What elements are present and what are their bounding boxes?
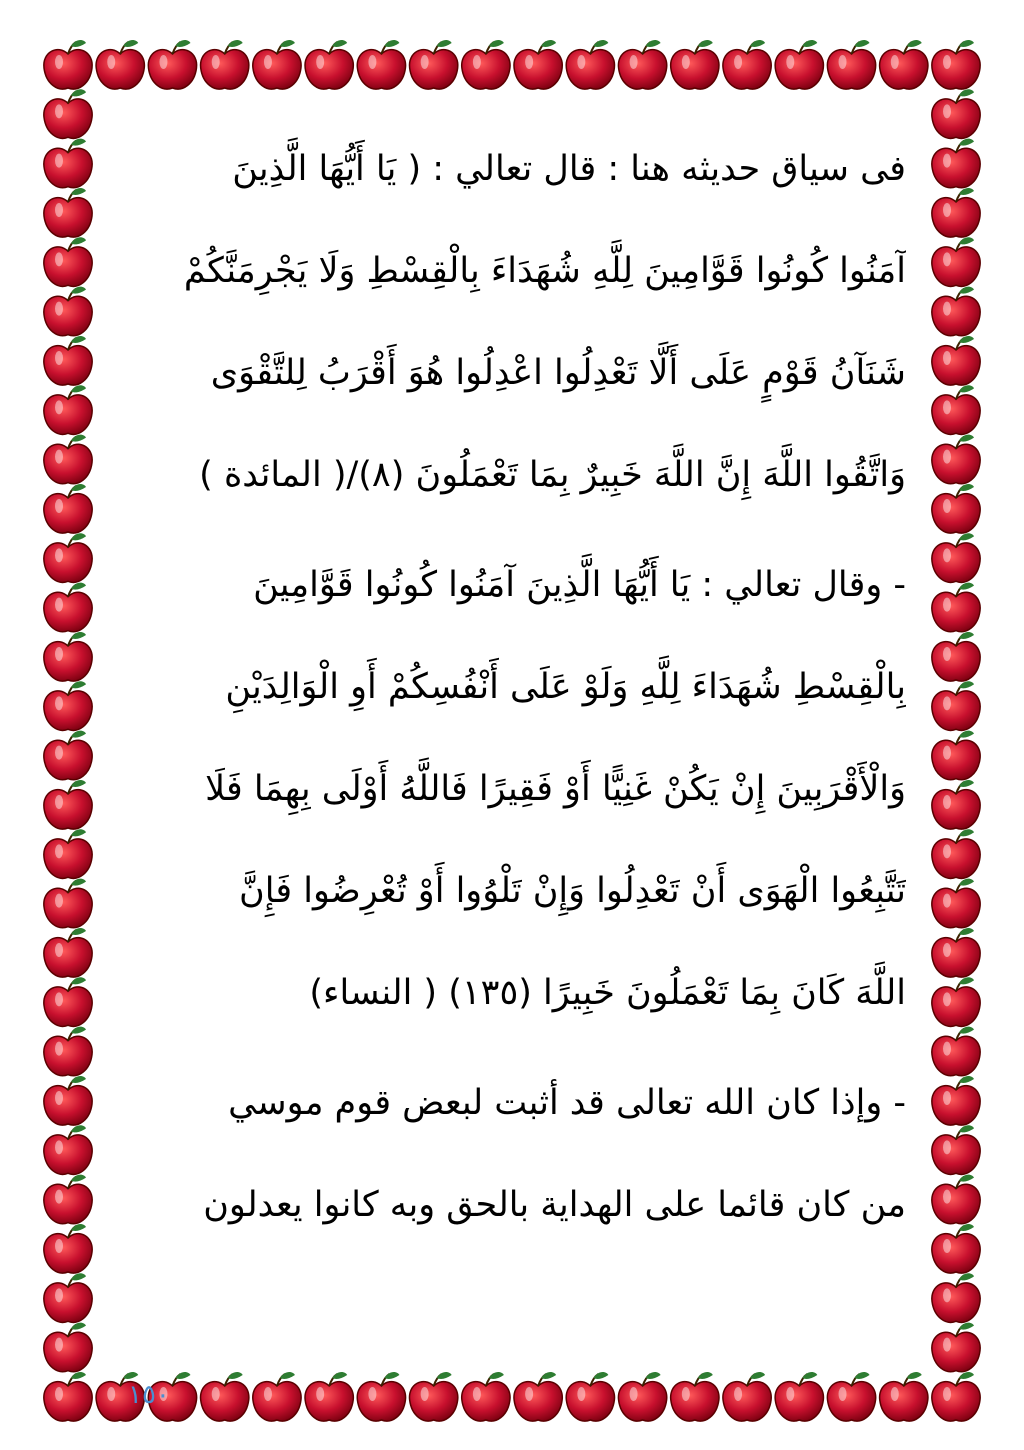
red-apple-icon [932,385,980,434]
red-apple-icon [44,139,92,188]
red-apple-icon [880,40,928,89]
red-apple-icon [566,40,614,89]
red-apple-icon [305,1372,353,1421]
red-apple-icon [44,879,92,928]
red-apple-icon [566,1372,614,1421]
red-apple-icon [44,188,92,237]
text-line: فى سياق حديثه هنا : قال تعالي : ( يَا أَيُّهَا الَّذِينَ [232,149,906,189]
page-number: ١٥٠ [128,1380,170,1410]
paragraph-2 [118,534,906,1044]
red-apple-icon [775,1372,823,1421]
red-apple-icon [618,1372,666,1421]
red-apple-icon [514,1372,562,1421]
text-line: آمَنُوا كُونُوا قَوَّامِينَ لِلَّهِ شُهَدَاءَ بِالْقِسْطِ وَلَا يَجْرِمَنَّكُمْ [183,251,906,291]
red-apple-icon [44,1076,92,1125]
red-apple-icon [723,1372,771,1421]
red-apple-icon [932,1372,980,1421]
red-apple-icon [253,40,301,89]
red-apple-icon [44,731,92,780]
paragraph-1 [118,118,906,526]
red-apple-icon [409,1372,457,1421]
red-apple-icon [409,40,457,89]
red-apple-icon [932,1273,980,1322]
text-line: وَاتَّقُوا اللَّهَ إِنَّ اللَّهَ خَبِيرٌ بِمَا تَعْمَلُونَ (٨)/( المائدة ) [199,455,906,495]
page-text-block [118,118,906,1353]
red-apple-icon [44,1323,92,1372]
red-apple-icon [44,977,92,1026]
red-apple-icon [44,1372,92,1421]
red-apple-icon [932,89,980,138]
red-apple-icon [44,237,92,286]
red-apple-icon [932,583,980,632]
red-apple-icon [44,1224,92,1273]
red-apple-icon [932,681,980,730]
red-apple-icon [44,780,92,829]
text-line: اللَّهَ كَانَ بِمَا تَعْمَلُونَ خَبِيرًا (١٣٥) ( النساء) [309,973,906,1013]
red-apple-icon [44,89,92,138]
red-apple-icon [932,879,980,928]
red-apple-icon [827,1372,875,1421]
red-apple-icon [671,1372,719,1421]
red-apple-icon [44,287,92,336]
red-apple-icon [44,40,92,89]
red-apple-icon [932,977,980,1026]
red-apple-icon [827,40,875,89]
red-apple-icon [932,1224,980,1273]
red-apple-icon [932,484,980,533]
red-apple-icon [44,1027,92,1076]
red-apple-icon [618,40,666,89]
red-apple-icon [357,40,405,89]
red-apple-icon [671,40,719,89]
red-apple-icon [932,1027,980,1076]
text-line: - وإذا كان الله تعالى قد أثبت لبعض قوم موسي [228,1083,906,1123]
red-apple-icon [201,1372,249,1421]
red-apple-icon [44,632,92,681]
red-apple-icon [96,40,144,89]
red-apple-icon [932,188,980,237]
red-apple-icon [932,780,980,829]
red-apple-icon [932,1323,980,1372]
text-line: وَالْأَقْرَبِينَ إِنْ يَكُنْ غَنِيًّا أَوْ فَقِيرًا فَاللَّهُ أَوْلَى بِهِمَا فَلَا [205,769,906,809]
red-apple-icon [932,731,980,780]
red-apple-icon [44,385,92,434]
red-apple-icon [932,237,980,286]
red-apple-icon [932,336,980,385]
red-apple-icon [44,829,92,878]
red-apple-icon [462,40,510,89]
red-apple-icon [932,533,980,582]
text-line: تَتَّبِعُوا الْهَوَى أَنْ تَعْدِلُوا وَإِنْ تَلْوُوا أَوْ تُعْرِضُوا فَإِنَّ [239,871,906,911]
red-apple-icon [880,1372,928,1421]
text-line: من كان قائما على الهداية بالحق وبه كانوا يعدلون [203,1185,906,1225]
red-apple-icon [44,583,92,632]
red-apple-icon [44,484,92,533]
red-apple-icon [932,287,980,336]
red-apple-icon [932,928,980,977]
red-apple-icon [932,139,980,188]
red-apple-icon [723,40,771,89]
red-apple-icon [514,40,562,89]
red-apple-icon [932,1076,980,1125]
red-apple-icon [44,435,92,484]
red-apple-icon [253,1372,301,1421]
red-apple-icon [44,533,92,582]
paragraph-3 [118,1052,906,1256]
red-apple-icon [932,632,980,681]
red-apple-icon [44,1125,92,1174]
red-apple-icon [775,40,823,89]
red-apple-icon [305,40,353,89]
red-apple-icon [148,40,196,89]
red-apple-icon [44,1175,92,1224]
red-apple-icon [932,40,980,89]
red-apple-icon [44,928,92,977]
red-apple-icon [462,1372,510,1421]
text-line: شَنَآنُ قَوْمٍ عَلَى أَلَّا تَعْدِلُوا اعْدِلُوا هُوَ أَقْرَبُ لِلتَّقْوَى [210,353,906,393]
red-apple-icon [44,336,92,385]
red-apple-icon [932,829,980,878]
red-apple-icon [932,1125,980,1174]
text-line: - وقال تعالي : يَا أَيُّهَا الَّذِينَ آمَنُوا كُونُوا قَوَّامِينَ [253,565,906,605]
red-apple-icon [201,40,249,89]
red-apple-icon [932,435,980,484]
red-apple-icon [44,681,92,730]
red-apple-icon [44,1273,92,1322]
red-apple-icon [357,1372,405,1421]
red-apple-icon [932,1175,980,1224]
text-line: بِالْقِسْطِ شُهَدَاءَ لِلَّهِ وَلَوْ عَلَى أَنْفُسِكُمْ أَوِ الْوَالِدَيْنِ [225,667,906,707]
